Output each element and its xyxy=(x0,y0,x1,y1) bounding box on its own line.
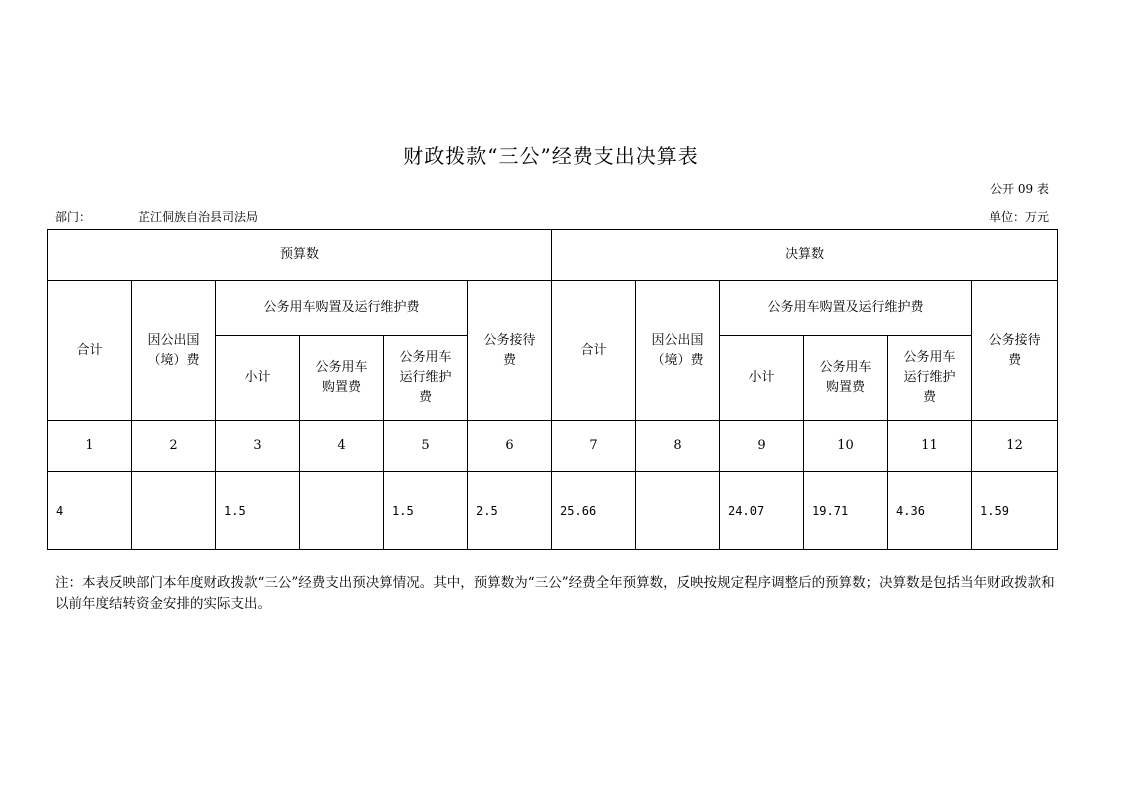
budget-abroad-header: 因公出国 （境）费 xyxy=(132,281,216,421)
actual-vehicle-header: 公务用车购置及运行维护费 xyxy=(720,281,972,336)
column-header-row xyxy=(48,281,1058,336)
actual-total-header: 合计 xyxy=(552,281,636,421)
actual-abroad-header: 因公出国 （境）费 xyxy=(636,281,720,421)
budget-vehicle-header: 公务用车购置及运行维护费 xyxy=(216,281,468,336)
index-cell: 9 xyxy=(720,421,804,472)
expenditure-table xyxy=(47,229,1058,550)
value-cell xyxy=(132,472,216,550)
value-cell: 1.5 xyxy=(384,472,468,550)
department-label: 部门： xyxy=(55,210,92,224)
actual-running-header: 公务用车 运行维护 费 xyxy=(888,336,972,421)
actual-purchase-header: 公务用车 购置费 xyxy=(804,336,888,421)
budget-subtotal-header: 小计 xyxy=(216,336,300,421)
index-cell: 3 xyxy=(216,421,300,472)
index-cell: 6 xyxy=(468,421,552,472)
value-cell: 1.59 xyxy=(972,472,1058,550)
form-code: 公开 09 表 xyxy=(990,182,1049,196)
actual-reception-header: 公务接待 费 xyxy=(972,281,1058,421)
actual-subtotal-header: 小计 xyxy=(720,336,804,421)
value-cell xyxy=(300,472,384,550)
footnote: 注：本表反映部门本年度财政拨款“三公”经费支出预决算情况。其中，预算数为“三公”经费全年预算数，反映按规定程序调整后的预算数；决算数是包括当年财政拨款和以前年度结转资金安排的实际支出。 xyxy=(55,575,1055,612)
group-header-row xyxy=(48,230,1058,281)
index-cell: 11 xyxy=(888,421,972,472)
page-title: 财政拨款“三公”经费支出决算表 xyxy=(403,144,699,168)
index-cell: 7 xyxy=(552,421,636,472)
index-cell: 4 xyxy=(300,421,384,472)
value-cell xyxy=(636,472,720,550)
index-cell: 2 xyxy=(132,421,216,472)
budget-purchase-header: 公务用车 购置费 xyxy=(300,336,384,421)
actual-group-header: 决算数 xyxy=(552,230,1058,281)
value-cell: 4.36 xyxy=(888,472,972,550)
value-cell: 19.71 xyxy=(804,472,888,550)
budget-total-header: 合计 xyxy=(48,281,132,421)
value-cell: 25.66 xyxy=(552,472,636,550)
value-cell: 2.5 xyxy=(468,472,552,550)
data-row xyxy=(48,472,1058,550)
index-cell: 1 xyxy=(48,421,132,472)
index-cell: 12 xyxy=(972,421,1058,472)
budget-group-header: 预算数 xyxy=(48,230,552,281)
unit-label: 单位：万元 xyxy=(988,210,1049,224)
budget-running-header: 公务用车 运行维护 费 xyxy=(384,336,468,421)
index-cell: 10 xyxy=(804,421,888,472)
budget-reception-header: 公务接待 费 xyxy=(468,281,552,421)
value-cell: 1.5 xyxy=(216,472,300,550)
value-cell: 24.07 xyxy=(720,472,804,550)
index-cell: 8 xyxy=(636,421,720,472)
index-row xyxy=(48,421,1058,472)
value-cell: 4 xyxy=(48,472,132,550)
index-cell: 5 xyxy=(384,421,468,472)
department-name: 芷江侗族自治县司法局 xyxy=(138,210,259,224)
